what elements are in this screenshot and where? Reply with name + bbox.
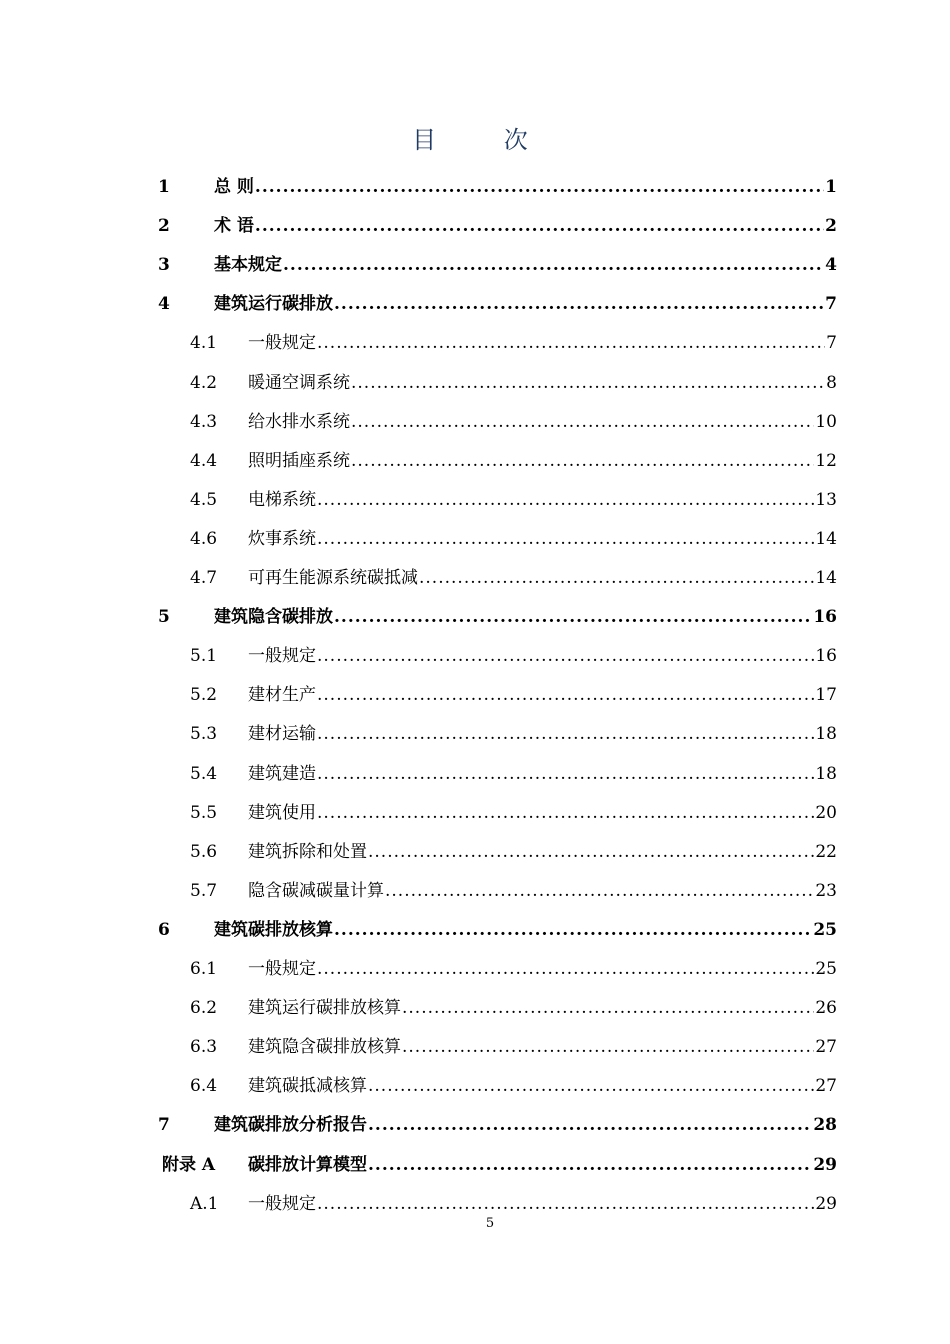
toc-entry-title: 一般规定 [248, 959, 316, 979]
toc-entry-title: 照明插座系统 [248, 450, 350, 471]
toc-entry[interactable] [0, 1150, 950, 1180]
toc-entry-number: 4.6 [190, 528, 218, 549]
toc-entry-title: 建筑拆除和处置 [248, 841, 367, 862]
toc-entry-page: 28 [813, 1115, 837, 1136]
toc-entry-body [214, 254, 837, 276]
toc-entry-title: 建筑碳抵减核算 [248, 1076, 367, 1097]
toc-entry-body [248, 450, 837, 472]
toc-entry-body [248, 1193, 837, 1215]
toc-entry-body [214, 215, 837, 237]
toc-dot-leader [317, 489, 814, 511]
toc-entry[interactable] [0, 680, 950, 710]
toc-entry-body [248, 841, 837, 863]
toc-dot-leader [402, 997, 814, 1019]
toc-entry-title: 建筑碳排放核算 [214, 919, 333, 940]
toc-entry-number: 5.6 [190, 841, 218, 862]
toc-entry-title: 建筑隐含碳排放核算 [248, 1037, 401, 1058]
toc-entry-page: 16 [815, 646, 837, 667]
toc-entry-page: 12 [815, 450, 837, 471]
toc-entry[interactable] [0, 759, 950, 789]
toc-entry-page: 18 [815, 763, 837, 784]
toc-entry[interactable] [0, 172, 950, 202]
toc-entry[interactable] [0, 1189, 950, 1219]
toc-entry-body [248, 723, 837, 745]
toc-entry-number: 4 [158, 294, 170, 315]
toc-entry-page: 16 [813, 607, 837, 628]
toc-dot-leader [317, 528, 814, 550]
toc-entry-body [248, 372, 837, 394]
toc-entry-page: 7 [825, 294, 837, 315]
toc-dot-leader [317, 763, 814, 785]
toc-entry-number: 6.1 [190, 959, 218, 979]
toc-entry-number: A.1 [190, 1193, 219, 1214]
toc-dot-leader [351, 372, 825, 394]
toc-entry-page: 8 [826, 372, 837, 393]
toc-entry-body [248, 528, 837, 550]
toc-entry-page: 29 [813, 1154, 837, 1175]
toc-dot-leader [255, 176, 824, 198]
toc-entry-number: 4.2 [190, 372, 218, 393]
toc-entry[interactable] [0, 368, 950, 398]
toc-entry[interactable] [0, 876, 950, 906]
toc-entry-page: 26 [815, 998, 837, 1019]
toc-entry-page: 20 [815, 802, 837, 823]
toc-dot-leader [368, 1154, 812, 1176]
toc-entry-page: 1 [825, 177, 837, 197]
toc-entry-body [248, 411, 837, 433]
toc-entry-body [248, 332, 837, 354]
toc-dot-leader [317, 723, 814, 745]
toc-entry-number: 5.1 [190, 646, 218, 667]
toc-entry-number: 4.5 [190, 489, 218, 510]
toc-entry-number: 4.7 [190, 568, 218, 588]
toc-entry-number: 5.2 [190, 685, 218, 706]
toc-entry-title: 电梯系统 [248, 489, 316, 510]
toc-entry-title: 建材运输 [248, 724, 316, 745]
toc-entry-page: 14 [815, 528, 837, 549]
toc-entry-body [214, 1114, 837, 1136]
toc-entry-body [248, 1075, 837, 1097]
toc-dot-leader [334, 919, 812, 941]
toc-entry-body [248, 567, 837, 589]
toc-entry-page: 25 [815, 959, 837, 979]
toc-entry-body [248, 489, 837, 511]
toc-entry-title: 术 语 [214, 216, 254, 237]
toc-entry-page: 10 [815, 411, 837, 432]
toc-entry[interactable] [0, 641, 950, 671]
toc-entry-number: 5.4 [190, 763, 218, 784]
toc-dot-leader [334, 293, 824, 315]
toc-entry-title: 建筑隐含碳排放 [214, 607, 333, 628]
toc-entry[interactable] [0, 993, 950, 1023]
toc-dot-leader [317, 332, 825, 354]
toc-entry[interactable] [0, 1032, 950, 1062]
toc-entry-number: 4.3 [190, 411, 218, 432]
toc-entry-number: 4.4 [190, 450, 218, 471]
toc-entry-number: 4.1 [190, 333, 218, 354]
toc-entry-title: 一般规定 [248, 333, 316, 354]
toc-entry-title: 一般规定 [248, 1193, 316, 1214]
toc-entry-title: 隐含碳减碳量计算 [248, 880, 384, 901]
toc-entry-page: 27 [815, 1037, 837, 1058]
page-number: 5 [485, 1216, 495, 1231]
toc-dot-leader [334, 606, 812, 628]
toc-entry-title: 建筑运行碳排放核算 [248, 998, 401, 1019]
toc-entry[interactable] [0, 837, 950, 867]
toc-entry-title: 建筑使用 [248, 802, 316, 823]
toc-dot-leader [255, 215, 824, 237]
toc-entry-body [214, 606, 837, 628]
toc-entry-number: 6 [158, 919, 170, 940]
toc-entry[interactable] [0, 954, 950, 984]
toc-entry-number: 3 [158, 255, 170, 276]
toc-dot-leader [368, 1114, 812, 1136]
toc-entry-number: 5.5 [190, 802, 218, 823]
toc-entry-page: 23 [815, 880, 837, 901]
toc-entry-page: 17 [815, 685, 837, 706]
toc-dot-leader [368, 841, 814, 863]
toc-entry-title: 炊事系统 [248, 528, 316, 549]
toc-entry-number: 2 [158, 216, 170, 237]
toc-entry[interactable] [0, 211, 950, 241]
toc-entry-page: 14 [815, 568, 837, 588]
toc-entry-body [248, 997, 837, 1019]
toc-entry-title: 碳排放计算模型 [248, 1154, 367, 1175]
toc-entry-title: 暖通空调系统 [248, 372, 350, 393]
toc-dot-leader [317, 1193, 814, 1215]
toc-dot-leader [368, 1075, 814, 1097]
toc-entry-body [214, 293, 837, 315]
toc-entry-page: 27 [815, 1076, 837, 1097]
toc-entry-number: 6.3 [190, 1037, 218, 1058]
toc-entry-title: 建筑碳排放分析报告 [214, 1115, 367, 1136]
toc-entry-page: 22 [815, 841, 837, 862]
toc-entry-page: 2 [825, 216, 837, 237]
toc-entry[interactable] [0, 250, 950, 280]
toc-entry-body [248, 880, 837, 902]
toc-entry[interactable] [0, 485, 950, 515]
toc-entry-number: 7 [158, 1115, 170, 1136]
toc-dot-leader [317, 645, 814, 667]
toc-entry[interactable] [0, 602, 950, 632]
toc-entry-page: 18 [815, 724, 837, 745]
toc-entry[interactable] [0, 719, 950, 749]
toc-dot-leader [317, 958, 814, 980]
toc-entry-title: 总 则 [214, 177, 254, 197]
toc-dot-leader [317, 802, 814, 824]
toc-dot-leader [419, 567, 814, 589]
toc-dot-leader [351, 450, 814, 472]
toc-entry-number: 5.7 [190, 880, 218, 901]
toc-dot-leader [402, 1036, 814, 1058]
page-title: 目 次 [412, 126, 558, 154]
toc-entry[interactable] [0, 289, 950, 319]
toc-entry-number: 1 [158, 177, 170, 197]
toc-entry-number: 5.3 [190, 724, 218, 745]
toc-entry-body [248, 1036, 837, 1058]
toc-entry-title: 可再生能源系统碳抵减 [248, 568, 418, 588]
toc-entry-title: 基本规定 [214, 255, 282, 276]
toc-entry-body [248, 802, 837, 824]
toc-entry[interactable] [0, 1110, 950, 1140]
toc-entry[interactable] [0, 1071, 950, 1101]
toc-entry[interactable] [0, 915, 950, 945]
toc-entry-title: 给水排水系统 [248, 411, 350, 432]
toc-entry-page: 25 [813, 919, 837, 940]
toc-entry-body [248, 763, 837, 785]
toc-entry-page: 29 [815, 1193, 837, 1214]
toc-entry[interactable] [0, 328, 950, 358]
toc-entry-body [248, 1154, 837, 1176]
toc-entry-body [214, 919, 837, 941]
toc-entry[interactable] [0, 407, 950, 437]
toc-entry-body [248, 645, 837, 667]
toc-entry-number: 附录 A [162, 1154, 216, 1175]
toc-entry-title: 建筑运行碳排放 [214, 294, 333, 315]
toc-entry-number: 6.4 [190, 1076, 218, 1097]
toc-entry[interactable] [0, 798, 950, 828]
toc-entry-title: 建材生产 [248, 685, 316, 706]
toc-dot-leader [317, 684, 814, 706]
toc-entry-body [214, 176, 837, 198]
toc-entry[interactable] [0, 524, 950, 554]
toc-dot-leader [283, 254, 824, 276]
toc-entry-page: 7 [826, 333, 837, 354]
toc-entry-page: 13 [815, 489, 837, 510]
toc-entry[interactable] [0, 446, 950, 476]
toc-entry-page: 4 [825, 255, 837, 276]
toc-entry-number: 6.2 [190, 998, 218, 1019]
toc-entry-body [248, 684, 837, 706]
toc-entry-title: 一般规定 [248, 646, 316, 667]
toc-dot-leader [385, 880, 814, 902]
toc-dot-leader [351, 411, 814, 433]
toc-entry-body [248, 958, 837, 980]
toc-entry-title: 建筑建造 [248, 763, 316, 784]
toc-entry[interactable] [0, 563, 950, 593]
toc-entry-number: 5 [158, 607, 170, 628]
